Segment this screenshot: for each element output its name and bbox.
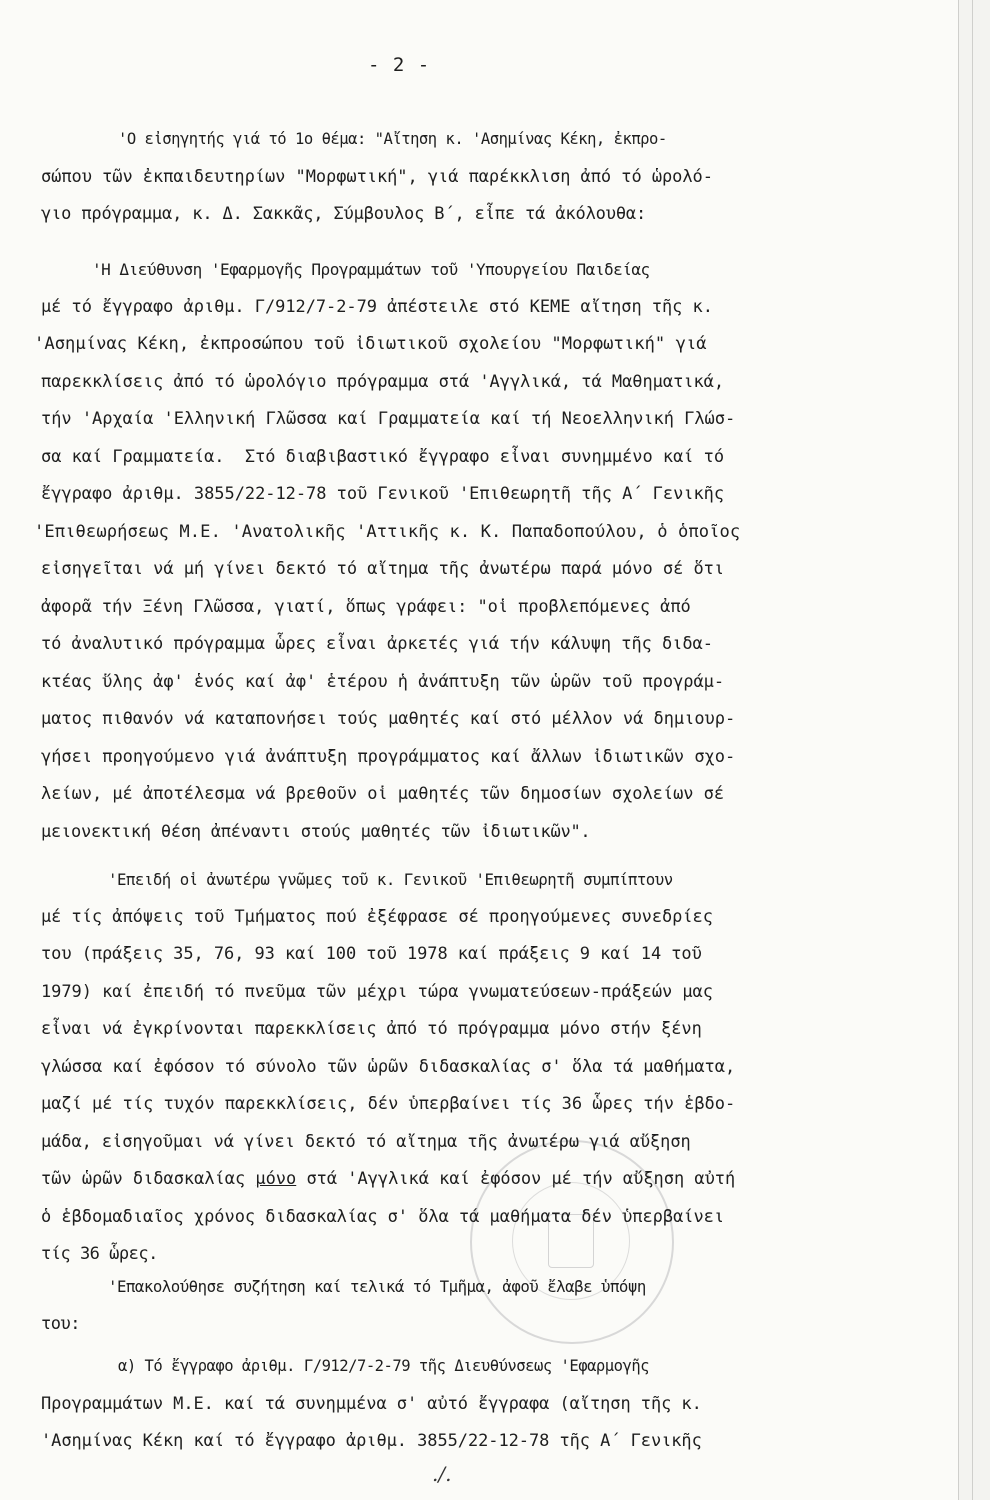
text-line: 'Ασημίνας Κέκη καί τό ἔγγραφο ἀριθμ. 3855/22-12-78 τῆς Α΄ Γενικῆς [41, 1431, 702, 1451]
text-line: 'Επακολούθησε συζήτηση καί τελικά τό Τμῆμα, ἀφοῦ ἔλαβε ὑπόψη [108, 1277, 646, 1296]
text-line: τό ἀναλυτικό πρόγραμμα ὧρες εἶναι ἀρκετές γιά τήν κάλυψη τῆς διδα- [41, 634, 713, 654]
paragraph-3 [0, 861, 958, 1274]
text-line: μάδα, εἰσηγοῦμαι νά γίνει δεκτό τό αἴτημα τῆς ἀνωτέρω γιά αὔξηση [41, 1131, 691, 1152]
text-line: 'Επιθεωρήσεως Μ.Ε. 'Ανατολικῆς 'Αττικῆς κ. Κ. Παπαδοπούλου, ὁ ὁποῖος [34, 521, 741, 542]
text-line: 'Επειδή οἱ ἀνωτέρω γνῶμες τοῦ κ. Γενικοῦ 'Επιθεωρητῆ συμπίπτουν [108, 870, 673, 889]
text-line: του: [41, 1313, 80, 1334]
text-line: εἶναι νά ἐγκρίνονται παρεκκλίσεις ἀπό τό πρόγραμμα μόνο στήν ξένη [41, 1019, 702, 1039]
text-line: σώπου τῶν ἐκπαιδευτηρίων "Μορφωτική", γιά παρέκκλιση ἀπό τό ὡρολό- [41, 166, 713, 187]
text-line: λείων, μέ ἀποτέλεσμα νά βρεθοῦν οἱ μαθητές τῶν δημοσίων σχολείων σέ [41, 784, 725, 804]
paragraph-2 [0, 251, 958, 851]
text-line: τῶν ὡρῶν διδασκαλίας μόνο στά 'Αγγλικά καί ἐφόσον μέ τήν αὔξηση αὐτή [41, 1169, 736, 1189]
text-line: γιο πρόγραμμα, κ. Δ. Σακκᾶς, Σύμβουλος Β΄, εἶπε τά ἀκόλουθα: [41, 204, 647, 224]
paragraph-5 [0, 1348, 958, 1461]
text-line: 'Ασημίνας Κέκη, ἐκπροσώπου τοῦ ἰδιωτικοῦ σχολείου "Μορφωτική" γιά [34, 334, 707, 354]
text-line: κτέας ὕλης ἀφ' ἑνός καί ἀφ' ἑτέρου ἡ ἀνάπτυξη τῶν ὡρῶν τοῦ προγράμ- [41, 671, 725, 692]
paragraph-4 [0, 1268, 958, 1343]
text-line: 'Ο εἰσηγητής γιά τό 1ο θέμα: "Αἴτηση κ. 'Ασημίνας Κέκη, ἐκπρο- [118, 130, 667, 148]
text-line: μειονεκτική θέση ἀπέναντι στούς μαθητές τῶν ἰδιωτικῶν". [41, 821, 591, 842]
text-line: α) Τό ἔγγραφο ἀριθμ. Γ/912/7-2-79 τῆς Διευθύνσεως 'Εφαρμογῆς [118, 1357, 650, 1375]
text-line: γλώσσα καί ἐφόσον τό σύνολο τῶν ὡρῶν διδασκαλίας σ' ὅλα τά μαθήματα, [41, 1056, 736, 1077]
text-line: μαζί μέ τίς τυχόν παρεκκλίσεις, δέν ὑπερβαίνει τίς 36 ὧρες τήν ἑβδο- [41, 1094, 736, 1114]
text-line: μέ τό ἔγγραφο ἀριθμ. Γ/912/7-2-79 ἀπέστειλε στό ΚΕΜΕ αἴτηση τῆς κ. [41, 296, 713, 317]
text-line: γήσει προηγούμενο γιά ἀνάπτυξη προγράμματος καί ἄλλων ἰδιωτικῶν σχο- [41, 746, 736, 767]
continuation-mark: ./. [432, 1462, 452, 1486]
underlined-word: μόνο [255, 1169, 297, 1189]
page-number: - 2 - [368, 54, 431, 76]
text-line: εἰσηγεῖται νά μή γίνει δεκτό τό αἴτημα τῆς ἀνωτέρω παρά μόνο σέ ὅτι [41, 559, 725, 579]
text-line: ὁ ἑβδομαδιαῖος χρόνος διδασκαλίας σ' ὅλα τά μαθήματα δέν ὑπερβαίνει [41, 1206, 725, 1227]
text-line: παρεκκλίσεις ἀπό τό ὡρολόγιο πρόγραμμα στά 'Αγγλικά, τά Μαθηματικά, [41, 371, 725, 392]
text-line: τήν 'Αρχαία 'Ελληνική Γλῶσσα καί Γραμματεία καί τή Νεοελληνική Γλώσ- [41, 409, 736, 429]
text-line: του (πράξεις 35, 76, 93 καί 100 τοῦ 1978 καί πράξεις 9 καί 14 τοῦ [41, 944, 702, 964]
text-line: 'Η Διεύθυνση 'Εφαρμογῆς Προγραμμάτων τοῦ 'Υπουργείου Παιδείας [92, 260, 650, 279]
text-line: μέ τίς ἀπόψεις τοῦ Τμήματος πού ἐξέφρασε σέ προηγούμενες συνεδρίες [41, 906, 713, 927]
text-line: τίς 36 ὧρες. [41, 1244, 158, 1264]
paragraph-1 [0, 121, 958, 234]
text-line: Προγραμμάτων Μ.Ε. καί τά συνημμένα σ' αὐτό ἔγγραφα (αἴτηση τῆς κ. [41, 1393, 702, 1414]
text-line: σα καί Γραμματεία. Στό διαβιβαστικό ἔγγραφο εἶναι συνημμένο καί τό [41, 446, 725, 467]
text-line: ἔγγραφο ἀριθμ. 3855/22-12-78 τοῦ Γενικοῦ 'Επιθεωρητῆ τῆς Α΄ Γενικῆς [41, 484, 725, 504]
text-line: ἀφορᾶ τήν Ξένη Γλῶσσα, γιατί, ὅπως γράφει: "οἱ προβλεπόμενες ἀπό [41, 596, 691, 617]
text-line: 1979) καί ἐπειδή τό πνεῦμα τῶν μέχρι τώρα γνωματεύσεων-πράξεών μας [41, 981, 713, 1002]
text-line: ματος πιθανόν νά καταπονήσει τούς μαθητές καί στό μέλλον νά δημιουρ- [41, 709, 736, 729]
